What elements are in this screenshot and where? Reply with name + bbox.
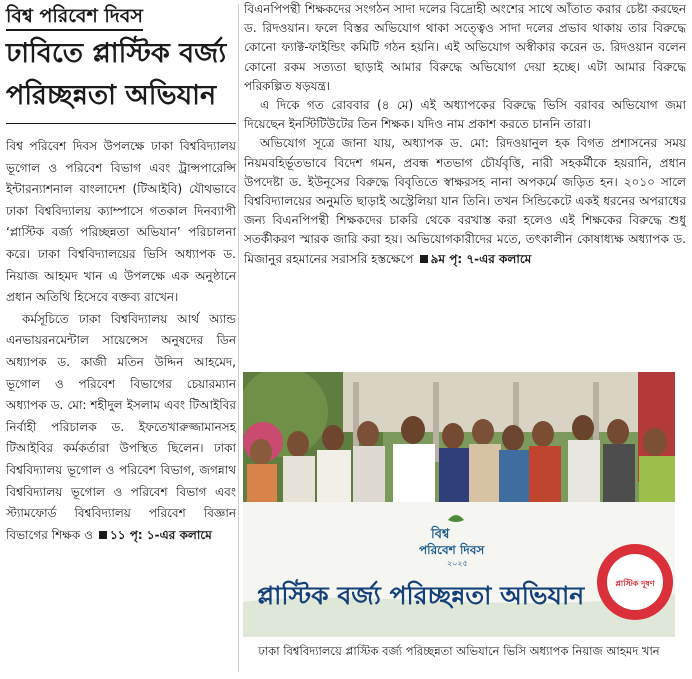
photo-caption: ঢাকা বিশ্ববিদ্যালয়ে প্লাস্টিক বর্জ্য পরিচ্ছন্নতা অভিযানে ভিসি অধ্যাপক নিয়াজ আহমদ খান [258, 644, 660, 658]
banner-year: ২০২৫ [447, 559, 468, 568]
left-column [6, 4, 236, 676]
headline-line-1: ঢাবিতে প্লাস্টিক বর্জ্য [6, 38, 227, 69]
left-paragraph-2 [6, 309, 236, 547]
left-jump-line[interactable]: ১১ পৃ: ১-এর কলামে [109, 527, 212, 542]
badge-text: প্লাস্টিক দূষণ [615, 579, 655, 588]
right-paragraph-3 [244, 134, 686, 268]
right-jump-line[interactable]: ৯ম পৃ: ৭-এর কলামে [430, 251, 532, 266]
right-paragraph-1: বিএনপিপন্থী শিক্ষকদের সংগঠন সাদা দলের বিদ্রোহী অংশের সাথে আঁতাত করার চেষ্টা করছেন ড. রিদওয়ান। ফলে বিস্তর অভিযোগ থাকা সত্ত্বেও সাদা দলের প্রভাব থাকায় তার বিরুদ্ধে কোনো ফ্যাক্ট-ফাইন্ডিং কমিটি গঠন হয়নি। এই অভিযোগ অস্বীকার করেন ড. রিদওয়ান বলেন কোনো রকম সত্যতা ছাড়াই আমার বিরুদ্ধে অভিযোগ দেয়া হচ্ছে। এটা আমার বিরুদ্ধে পরিকল্পিত ষড়যন্ত্র। [244, 2, 686, 93]
banner-logo-line-2: পরিবেশ দিবস [419, 543, 485, 557]
headline-line-2: পরিচ্ছন্নতা অভিযান [6, 80, 217, 111]
left-body [6, 136, 236, 546]
kicker: বিশ্ব পরিবেশ দিবস [6, 4, 143, 31]
headline-rule [6, 123, 236, 124]
news-photo [243, 372, 675, 637]
left-paragraph-2-text: কর্মসূচিতে ঢাকা বিশ্ববিদ্যালয় আর্থ অ্যান্ড এনভায়রনমেন্টাল সায়েন্সেস অনুষদের ডিন অধ্যাপক ড. কাজী মতিন উদ্দিন আহমেদ, ভূগোল ও পরিবেশ বিভাগের চেয়ারম্যান অধ্যাপক ড. মো: শহীদুল ইসলাম এবং টিআইবির নির্বাহী পরিচালক ড. ইফতেখারুজ্জামানসহ টিআইবির কর্মকর্তারা উপস্থিত ছিলেন। ঢাকা বিশ্ববিদ্যালয় ভূগোল ও পরিবেশ বিভাগ, জগন্নাথ বিশ্ববিদ্যালয় ভূগোল ও পরিবেশ বিভাগ এবং স্ট্যামফোর্ড বিশ্ববিদ্যালয় পরিবেশ বিজ্ঞান বিভাগের শিক্ষক ও [6, 311, 236, 542]
column-divider [238, 4, 239, 672]
headline [6, 33, 236, 117]
left-paragraph-1: বিশ্ব পরিবেশ দিবস উপলক্ষে ঢাকা বিশ্ববিদ্যালয় ভূগোল ও পরিবেশ বিভাগ এবং ট্রান্সপারেন্সি ইন্টারন্যাশনাল বাংলাদেশ (টিআইবি) যৌথভাবে ঢাকা বিশ্ববিদ্যালয় ক্যাম্পাসে গতকাল দিনব্যাপী ‘প্লাস্টিক বর্জ্য পরিচ্ছন্নতা অভিযান’ পরিচালনা করে। ঢাকা বিশ্ববিদ্যালয়ের ভিসি অধ্যাপক ড. নিয়াজ আহমদ খান এ উপলক্ষে এক অনুষ্ঠানে প্রধান অতিথি হিসেবে বক্তব্য রাখেন। [6, 139, 236, 305]
banner-title: প্লাস্টিক বর্জ্য পরিচ্ছন্নতা অভিযান [257, 581, 585, 610]
right-body [244, 0, 686, 269]
photo-illustration [243, 372, 675, 637]
right-column [244, 0, 686, 269]
right-paragraph-2: এ দিকে গত রোববার (৪ মে) এই অধ্যাপকের বিরুদ্ধে ভিসি বরাবর অভিযোগ জমা দিয়েছেন ইনস্টিটিউটের তিন শিক্ষক। যদিও নাম প্রকাশ করতে চাননি তারা। [244, 98, 686, 132]
jump-square-icon [420, 255, 428, 263]
right-paragraph-3-text: অভিযোগ সূত্রে জানা যায়, অধ্যাপক ড. মো: রিদওয়ানুল হক বিগত প্রশাসনের সময় নিয়মবহির্ভূতভাবে বিদেশ গমন, প্রবন্ধ শতভাগ চৌর্যবৃত্তি, নারী সহকর্মীকে হয়রানি, প্রধান উপদেষ্টা ড. ইউনূসের বিরুদ্ধে বিবৃতিতে স্বাক্ষরসহ নানা অপকর্মে জড়িত হন। ২০১০ সালে বিশ্ববিদ্যালয়ের অনুমতি ছাড়াই অস্ট্রেলিয়া যান তিনি। তখন সিন্ডিকেটে একই ধরনের অপরাধের জন্য বিএনপিপন্থী শিক্ষকদের চাকরি থেকে বরখাস্ত করা হলেও এই শিক্ষকের বিরুদ্ধে শুধু সতর্কীকরণ স্মারক জারি করা হয়। অভিযোগকারীদের মতে, তৎকালীন কোষাধ্যক্ষ অধ্যাপক ড. মিজানুর রহমানের সরাসরি হস্তক্ষেপে [244, 136, 686, 266]
jump-square-icon [99, 531, 107, 539]
banner-logo-line-1: বিশ্ব [431, 527, 450, 542]
